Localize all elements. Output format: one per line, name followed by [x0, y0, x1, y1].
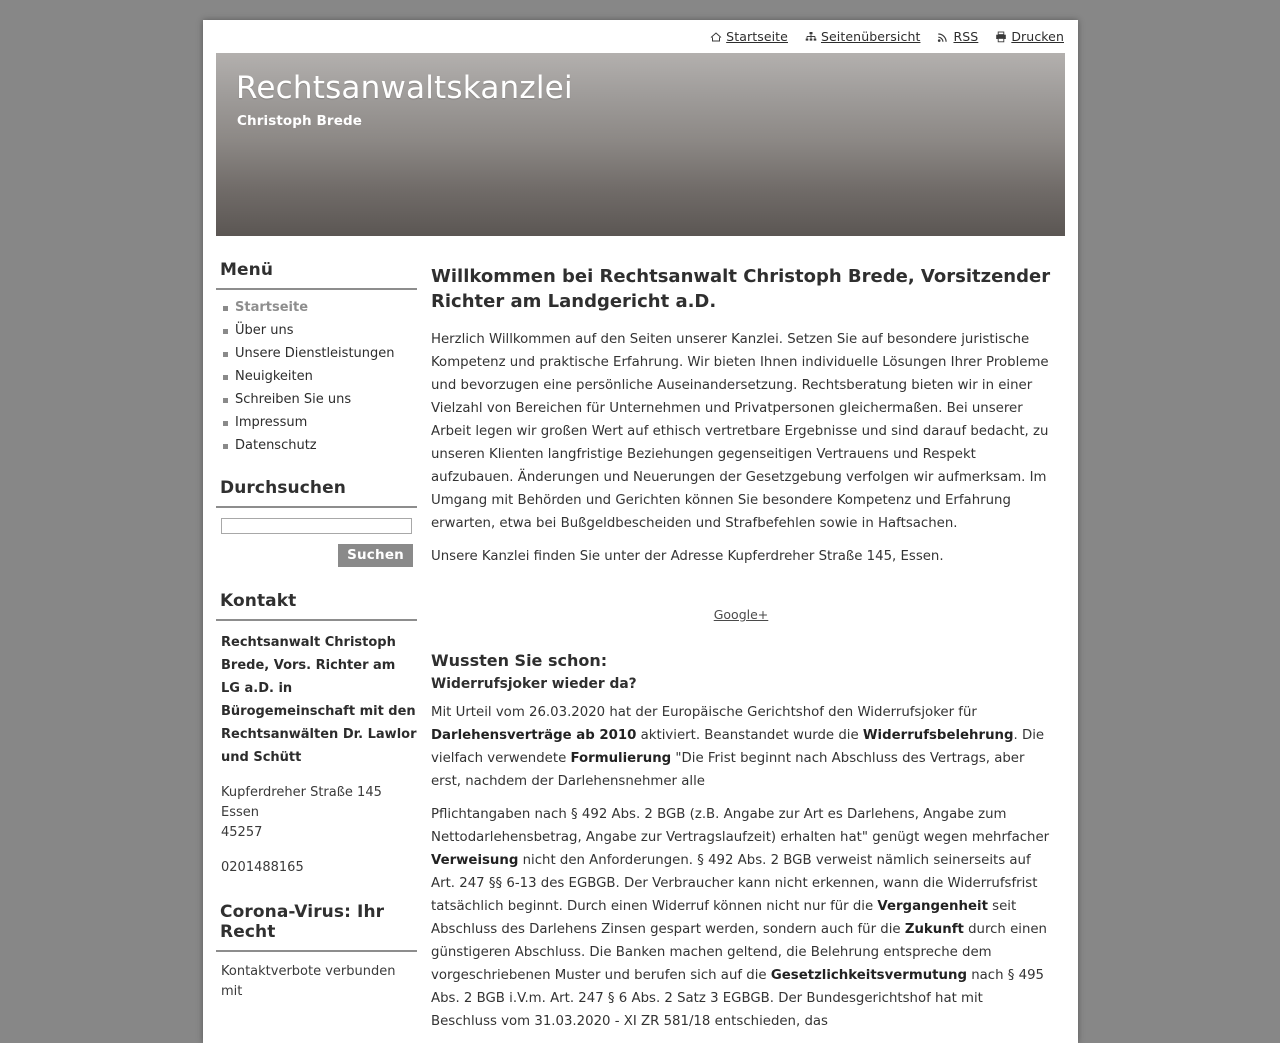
text-run-bold: Verweisung — [431, 853, 519, 868]
sitemap-icon — [805, 31, 817, 43]
list-item — [216, 438, 417, 454]
text-run: "Die Frist beginnt nach Abschluss des Vertrags, aber erst, nachdem der Darlehensnehmer alle — [431, 751, 1025, 789]
topnav-label: Drucken — [1011, 29, 1064, 44]
contact-heading: Kontakt — [216, 591, 417, 621]
main-content — [417, 236, 1065, 1043]
page-wrapper — [203, 20, 1078, 1043]
contact-street: Kupferdreher Straße 145 — [221, 785, 382, 800]
text-run: nicht den Anforderungen. § 492 Abs. 2 BGB verweist nämlich seinerseits auf Art. 247 §§ 6-13 des EGBGB. Der Verbraucher kann nicht erkennen, wann die Widerrufsfrist tatsächlich beginnt. Durch einen Widerruf können nicht nur für die — [431, 853, 1038, 914]
contact-phone: 0201488165 — [221, 860, 304, 875]
contact-zip: 45257 — [221, 825, 263, 840]
sidebar-corona-block — [216, 902, 417, 1002]
site-subtitle: Christoph Brede — [237, 113, 362, 129]
text-run: . Die vielfach verwendete — [431, 728, 1045, 766]
list-item — [216, 346, 417, 362]
topnav-label: Startseite — [726, 29, 788, 44]
text-run-bold: Formulierung — [570, 751, 672, 766]
search-input[interactable] — [221, 518, 412, 534]
menu-heading: Menü — [216, 260, 417, 290]
topnav-label: Seitenübersicht — [820, 29, 921, 44]
corona-text: Kontaktverbote verbunden mit — [221, 964, 396, 999]
page-title: Willkommen bei Rechtsanwalt Christoph Brede, Vorsitzender Richter am Landgericht a.D. — [431, 266, 1051, 312]
topnav-item-rss[interactable] — [937, 29, 978, 44]
text-run-bold: Zukunft — [904, 922, 964, 937]
sidebar-item-dienstleistungen[interactable]: Unsere Dienstleistungen — [216, 346, 417, 362]
sidebar-menu-block — [216, 260, 417, 454]
sidebar-item-neuigkeiten[interactable]: Neuigkeiten — [216, 369, 417, 385]
text-run: Pflichtangaben nach § 492 Abs. 2 BGB (z.B. Angabe zur Art es Darlehens, Angabe zum Nettodarlehensbetrag, Angabe zur Vertragslaufzeit) erhalten hat" genügt wegen mehrfacher — [431, 807, 1050, 845]
text-run-bold: Widerrufsbelehrung — [862, 728, 1014, 743]
sidebar-item-datenschutz[interactable]: Datenschutz — [216, 438, 417, 454]
main-columns — [203, 236, 1078, 1043]
sidebar-item-ueber-uns[interactable]: Über uns — [216, 323, 417, 339]
list-item — [216, 369, 417, 385]
search-button-row — [216, 534, 417, 567]
list-item — [216, 392, 417, 408]
search-button[interactable]: Suchen — [338, 544, 413, 567]
home-icon — [710, 31, 722, 43]
main-menu — [216, 300, 417, 454]
topnav-item-startseite[interactable] — [710, 29, 788, 44]
text-run-bold: Vergangenheit — [877, 899, 988, 914]
topnav-label: RSS — [953, 29, 979, 44]
printer-icon — [995, 31, 1007, 43]
sidebar — [216, 236, 417, 1026]
site-banner — [216, 53, 1065, 236]
google-plus-link[interactable]: Google+ — [713, 607, 769, 622]
text-run: seit Abschluss des Darlehens Zinsen gespart werden, sondern auch für die — [431, 899, 1017, 937]
news-subheading: Widerrufsjoker wieder da? — [431, 676, 637, 692]
list-item — [216, 415, 417, 431]
intro-paragraph: Herzlich Willkommen auf den Seiten unserer Kanzlei. Setzen Sie auf besondere juristische Kompetenz und praktische Erfahrung. Wir bieten Ihnen individuelle Lösungen Ihrer Probleme und bevorzugen eine persönliche Auseinandersetzung. Rechtsberatung bieten wir in einer Vielzahl von Bereichen für Unternehmen und Privatpersonen gleichermaßen. Bei unserer Arbeit legen wir großen Wert auf ethisch vertretbare Ergebnisse und sind darauf bedacht, zu unseren Klienten langfristige Beziehungen gegenseitigen Vertrauens und Respekt aufzubauen. Änderungen und Neuerungen der Gesetzgebung verfolgen wir aufmerksam. Im Umgang mit Behörden und Gerichten können Sie besondere Kompetenz und Erfahrung erwarten, etwa bei Bußgeldbescheiden und Strafbefehlen sowie in Haftsachen. — [431, 332, 1049, 531]
rss-icon — [937, 31, 949, 43]
social-link-wrap — [431, 578, 1051, 651]
news-heading: Wussten Sie schon: — [431, 651, 608, 670]
text-run: Mit Urteil vom 26.03.2020 hat der Europäische Gerichtshof den Widerrufsjoker für — [431, 705, 977, 720]
address-paragraph: Unsere Kanzlei finden Sie unter der Adresse Kupferdreher Straße 145, Essen. — [431, 549, 944, 564]
topnav-item-drucken[interactable] — [995, 29, 1064, 44]
contact-name: Rechtsanwalt Christoph Brede, Vors. Richter am LG a.D. in Bürogemeinschaft mit den Rechtsanwälten Dr. Lawlor und Schütt — [221, 635, 417, 765]
search-heading: Durchsuchen — [216, 478, 417, 508]
text-run: aktiviert. Beanstandet wurde die — [636, 728, 863, 743]
service-navigation — [203, 20, 1078, 53]
news-paragraph-1 — [431, 701, 1051, 793]
text-run: durch einen günstigeren Abschluss. Die Banken machen geltend, die Belehrung entspreche dem vorgeschriebenen Muster und berufen sich auf die — [431, 922, 1047, 983]
site-title: Rechtsanwaltskanzlei — [236, 70, 573, 106]
corona-heading: Corona-Virus: Ihr Recht — [216, 902, 417, 952]
topnav-item-seitenuebersicht[interactable] — [805, 29, 920, 44]
sidebar-contact-block — [216, 591, 417, 878]
sidebar-item-startseite[interactable]: Startseite — [216, 300, 417, 316]
sidebar-item-schreiben-sie-uns[interactable]: Schreiben Sie uns — [216, 392, 417, 408]
sidebar-search-block — [216, 478, 417, 567]
text-run: nach § 495 Abs. 2 BGB i.V.m. Art. 247 § 6 Abs. 2 Satz 3 EGBGB. Der Bundesgerichtshof hat mit Beschluss vom 31.03.2020 - XI ZR 581/18 entschieden, das — [431, 968, 1045, 1029]
list-item — [216, 323, 417, 339]
text-run-bold: Darlehensverträge ab 2010 — [431, 728, 637, 743]
contact-city: Essen — [221, 805, 259, 820]
news-paragraph-2 — [431, 803, 1051, 1033]
list-item — [216, 300, 417, 316]
spacer — [216, 843, 417, 858]
sidebar-item-impressum[interactable]: Impressum — [216, 415, 417, 431]
text-run-bold: Gesetzlichkeitsvermutung — [770, 968, 967, 983]
